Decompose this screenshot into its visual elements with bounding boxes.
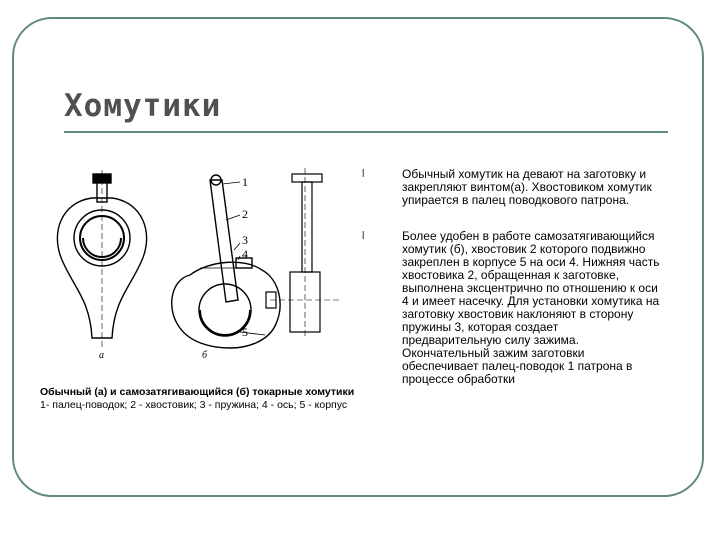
part-label-1: 1 (242, 175, 248, 189)
slide-title: Хомутики (64, 88, 222, 124)
figure-caption (40, 386, 370, 412)
part-label-2: 2 (242, 207, 248, 221)
bullet-list (360, 168, 660, 386)
bullet-marker: l (362, 168, 365, 180)
bullet-text: Более удобен в работе самозатягивающийся хомутик (б), хвостовик 2 которого подвижно закреплен в корпусе 5 на оси 4. Нижняя часть хвостовика 2, обращенная к заготовке, выполнена эксцентрично по отношению к оси 4 и имеет насечку. Для установки хомутика на заготовку хвостовик наклоняют в сторону пружины 3, которая создает предварительную силу зажима. Окончательный зажим заготовки обеспечивает палец-поводок 1 патрона в процессе обработки (402, 229, 660, 386)
view-label-a: а (99, 350, 104, 361)
bullet-marker: l (362, 230, 365, 242)
title-underline (64, 131, 668, 133)
bullet-item (360, 168, 660, 207)
clamp-figure (40, 160, 360, 375)
part-label-3: 3 (242, 233, 248, 247)
view-label-b: б (202, 350, 208, 361)
bullet-item (360, 230, 660, 386)
bullet-text: Обычный хомутик на девают на заготовку и закрепляют винтом(а). Хвостовиком хомутик упирается в палец поводкового патрона. (402, 167, 652, 207)
self-clamping-drawing (172, 175, 280, 348)
ordinary-clamp-drawing (57, 170, 146, 350)
side-view-drawing (266, 168, 340, 338)
part-label-5: 5 (242, 325, 248, 339)
part-label-4: 4 (242, 247, 248, 261)
caption-legend: 1- палец-поводок; 2 - хвостовик; 3 - пружина; 4 - ось; 5 - корпус (40, 399, 348, 411)
caption-title: Обычный (а) и самозатягивающийся (б) токарные хомутики (40, 386, 355, 398)
